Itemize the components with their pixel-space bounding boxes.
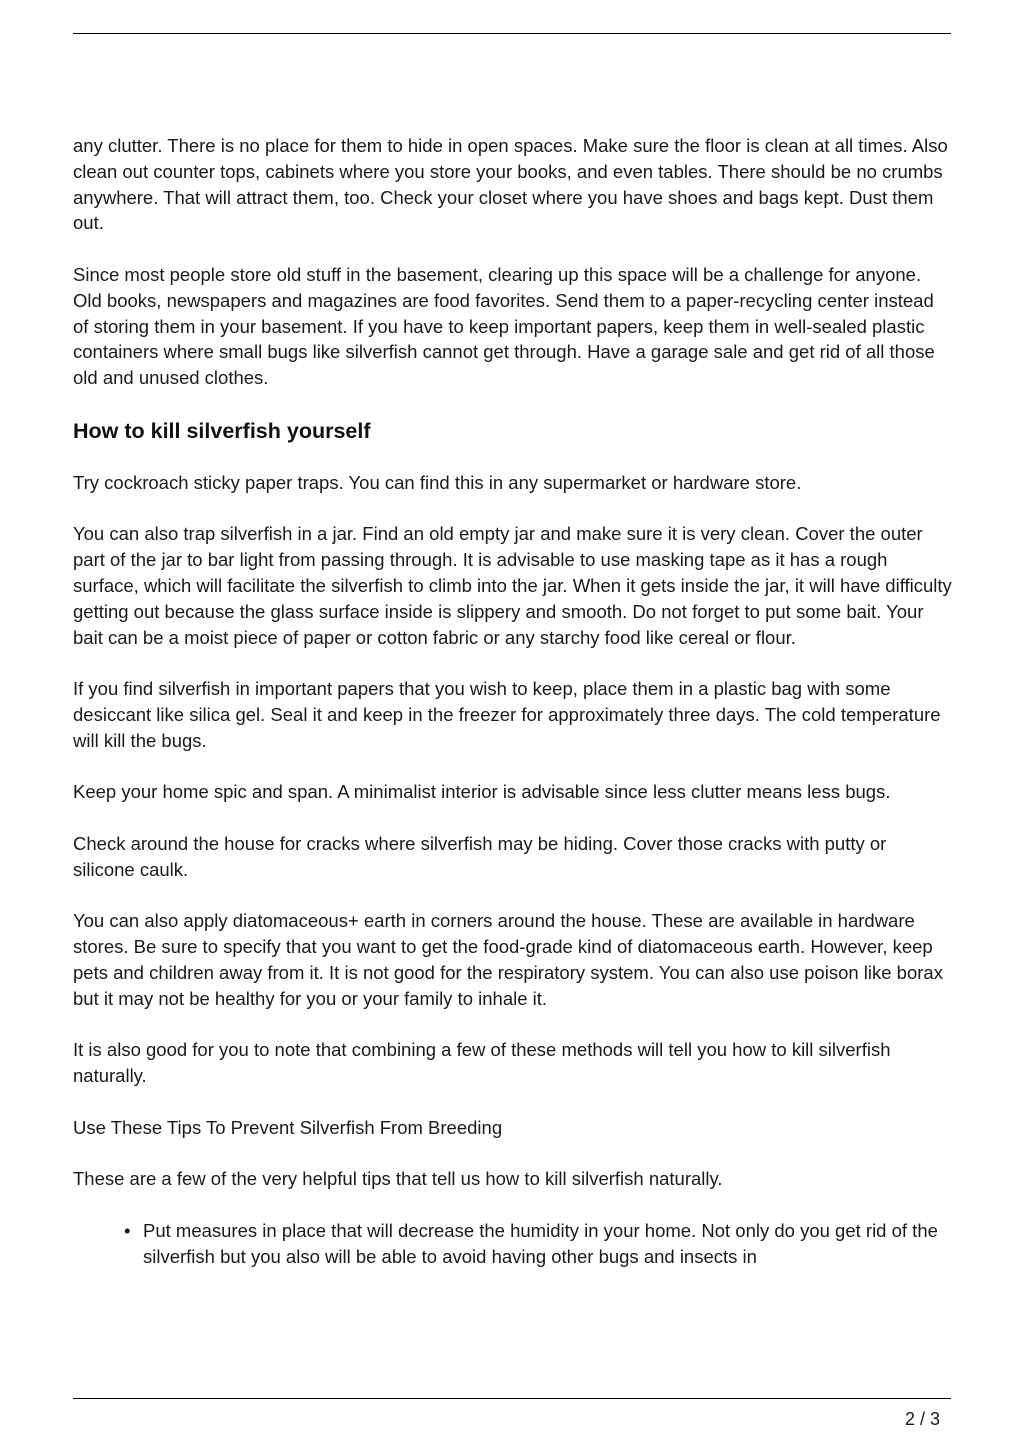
paragraph-combining-methods: It is also good for you to note that combining a few of these methods will tell you how to kill silverfish naturally. [73,1039,891,1087]
paragraph-jar-trap: You can also trap silverfish in a jar. Find an old empty jar and make sure it is very clean. Cover the outer part of the jar to bar light from passing through. It is advisable to use masking tape as it has a rough surface, which will facilitate the silverfish to climb into the jar. When it gets inside the jar, it will have difficulty getting out because the glass surface inside is slippery and smooth. Do not forget to put some bait. Your bait can be a moist piece of paper or cotton fabric or any starchy food like cereal or flour. [73,523,952,648]
page-number: 2 / 3 [904,1409,940,1429]
paragraph-helpful-tips: These are a few of the very helpful tips that tell us how to kill silverfish naturally. [73,1168,723,1190]
document-body [73,133,953,1269]
list-item [124,1218,953,1270]
section-heading: How to kill silverfish yourself [73,418,371,443]
paragraph-subheading-tips: Use These Tips To Prevent Silverfish From Breeding [73,1116,503,1138]
footer-rule [73,1398,951,1399]
paragraph-clutter: any clutter. There is no place for them to hide in open spaces. Make sure the floor is clean at all times. Also clean out counter tops, cabinets where you store your books, and even tables. There should be no crumbs anywhere. That will attract them, too. Check your closet where you have shoes and bags kept. Dust them out. [73,135,948,234]
paragraph-basement: Since most people store old stuff in the basement, clearing up this space will be a challenge for anyone. Old books, newspapers and magazines are food favorites. Send them to a paper-recycling center instead of storing them in your basement. If you have to keep important papers, keep them in well-sealed plastic containers where small bugs like silverfish cannot get through. Have a garage sale and get rid of all those old and unused clothes. [73,263,935,389]
paragraph-freezer: If you find silverfish in important papers that you wish to keep, place them in a plastic bag with some desiccant like silica gel. Seal it and keep in the freezer for approximately three days. The cold temperature will kill the bugs. [73,678,941,751]
list-item-text: Put measures in place that will decrease the humidity in your home. Not only do you get rid of the silverfish but you also will be able to avoid having other bugs and insects in [143,1219,938,1267]
paragraph-spic-and-span: Keep your home spic and span. A minimalist interior is advisable since less clutter means less bugs. [73,781,891,803]
paragraph-diatomaceous-earth: You can also apply diatomaceous+ earth in corners around the house. These are available in hardware stores. Be sure to specify that you want to get the food-grade kind of diatomaceous earth. However, keep pets and children away from it. It is not good for the respiratory system. You can also use poison like borax but it may not be healthy for you or your family to inhale it. [73,910,943,1009]
bullet-icon: • [124,1219,131,1241]
paragraph-cracks: Check around the house for cracks where silverfish may be hiding. Cover those cracks with putty or silicone caulk. [73,832,887,880]
paragraph-sticky-traps: Try cockroach sticky paper traps. You can find this in any supermarket or hardware store. [73,471,802,493]
tips-list [73,1218,953,1270]
header-rule [73,33,951,34]
